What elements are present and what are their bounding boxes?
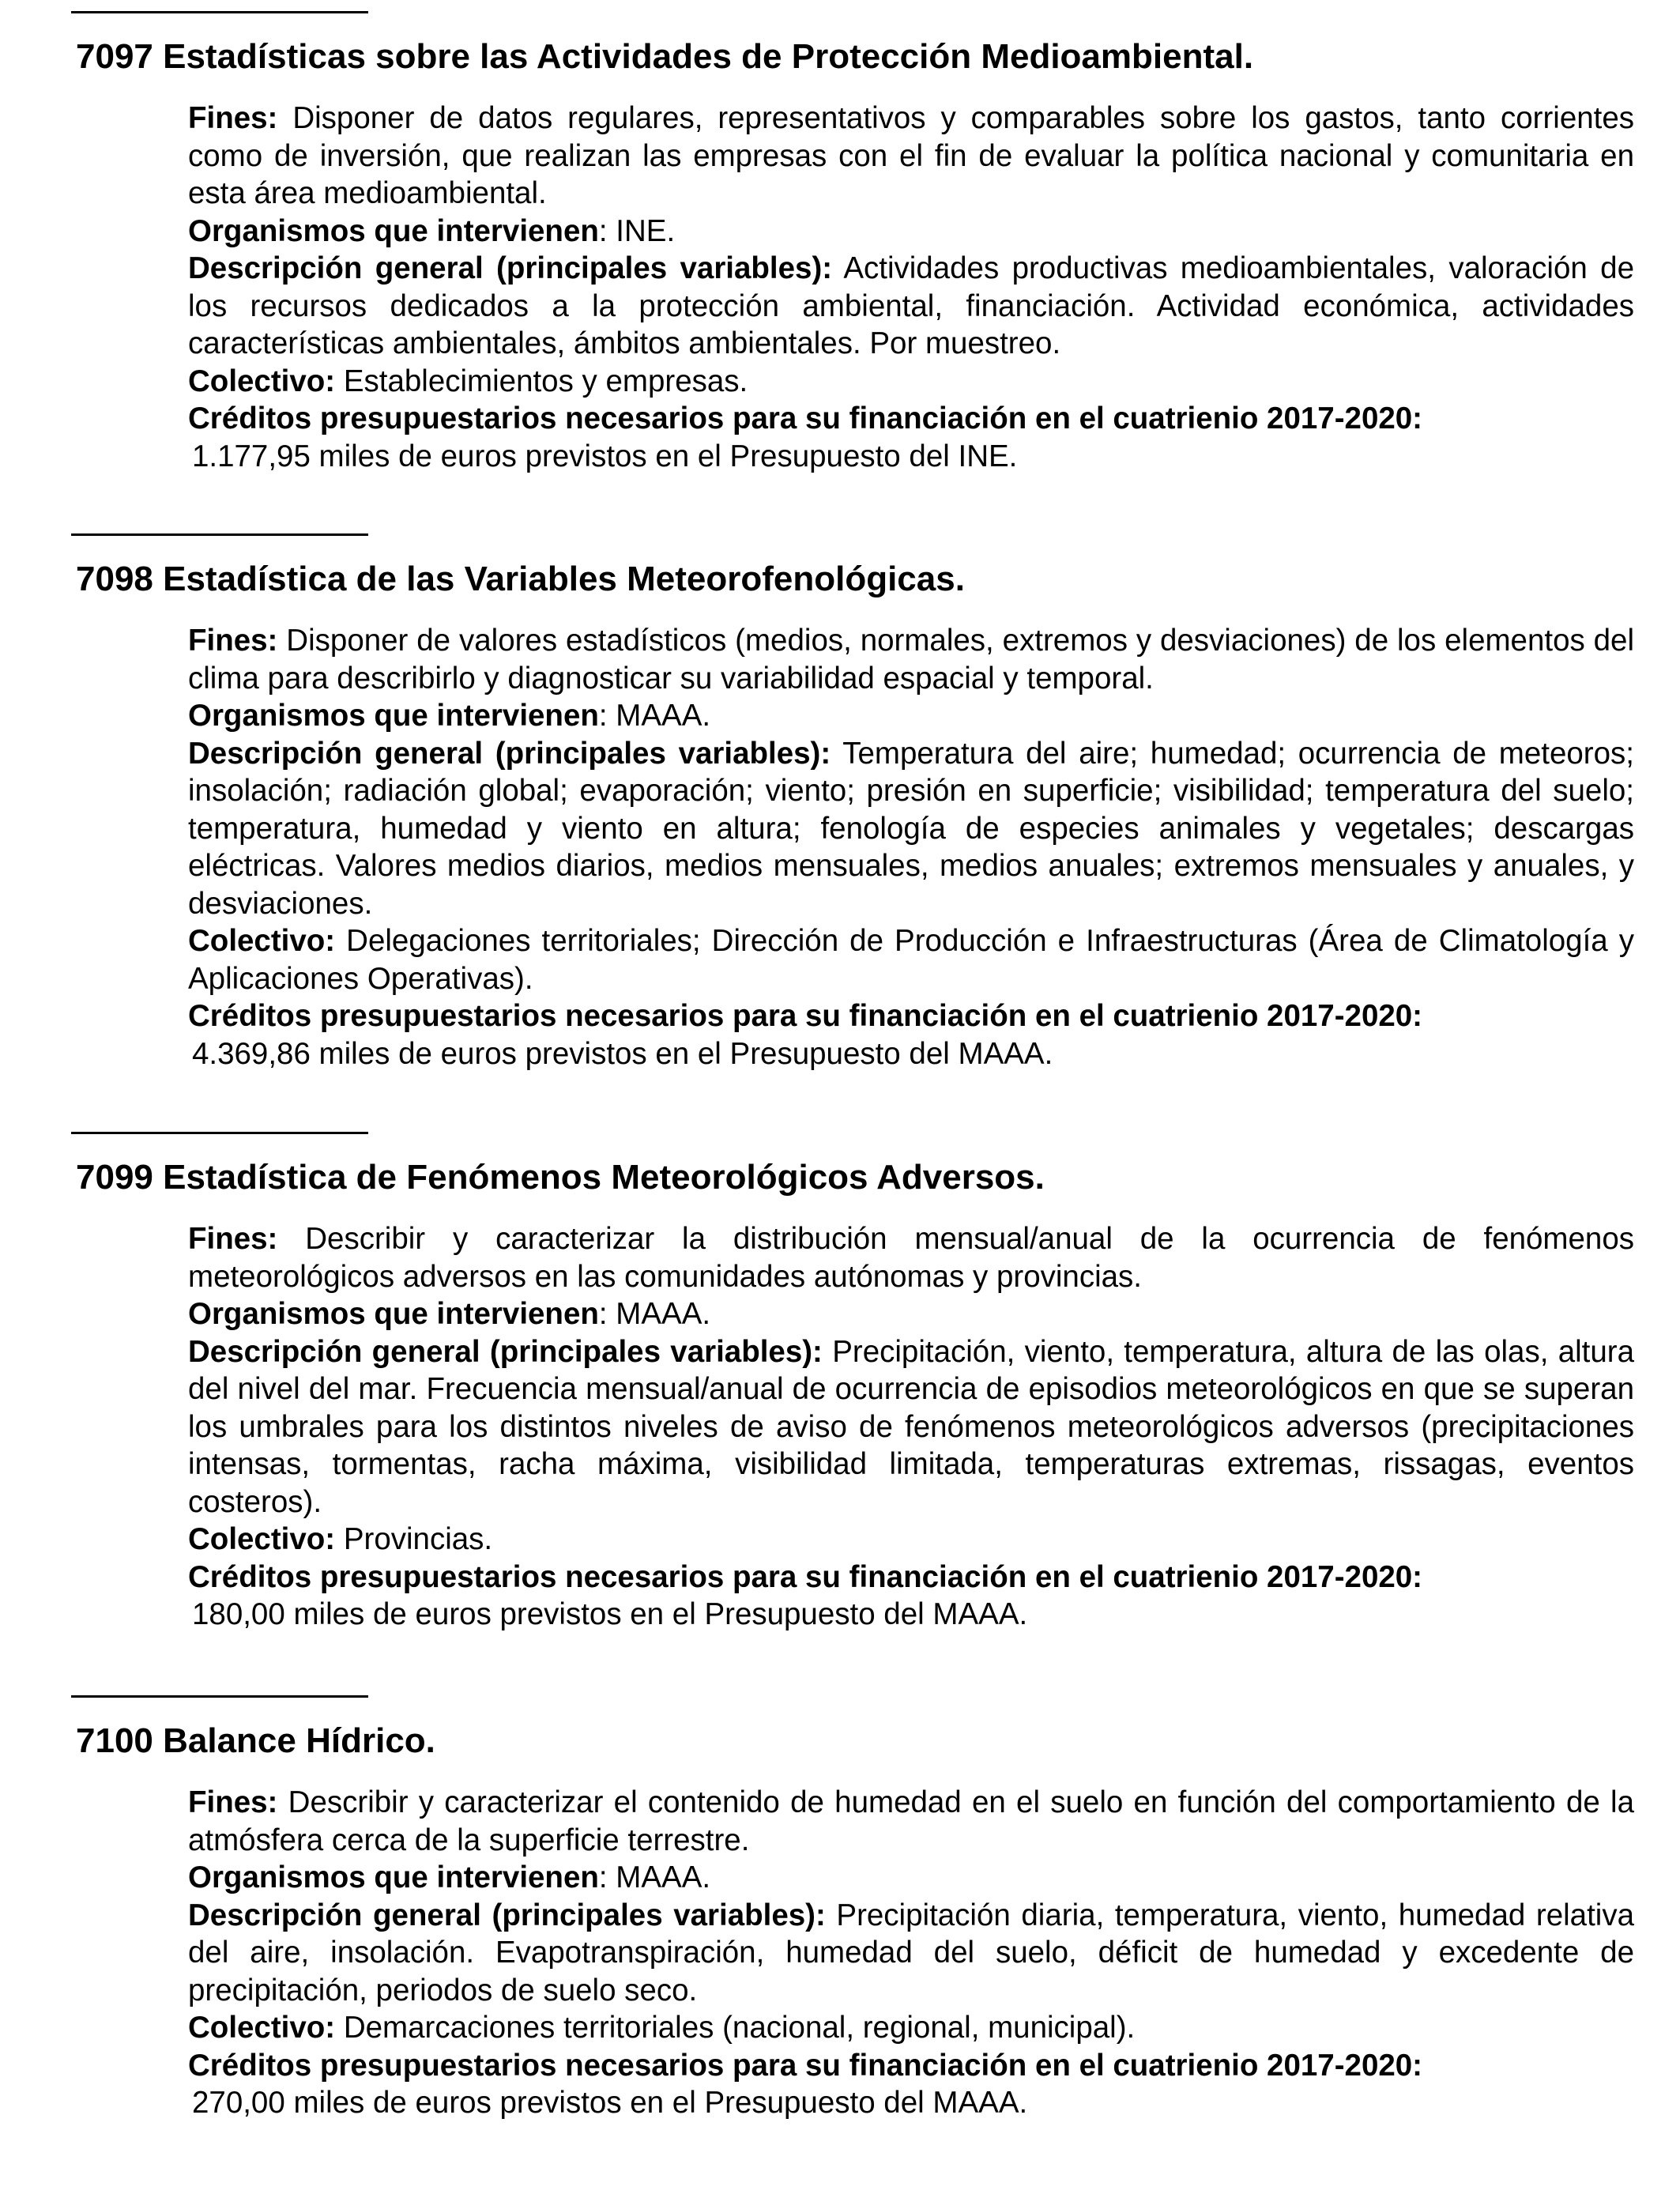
fines-text: Describir y caracterizar la distribución mensual/anual de la ocurrencia de fenómenos meteorológicos adversos en las comunidades autónomas y provincias. — [188, 1222, 1634, 1294]
statistic-details — [188, 1220, 1634, 1634]
colectivo-text: Delegaciones territoriales; Dirección de Producción e Infraestructuras (Área de Climatología y Aplicaciones Operativas). — [188, 924, 1634, 996]
descripcion-text: Temperatura del aire; humedad; ocurrencia de meteoros; insolación; radiación global; evaporación; viento; presión en superficie; visibilidad; temperatura del suelo; temperatura, humedad y viento en altura; fenología de especies animales y vegetales; descargas eléctricas. Valores medios diarios, medios mensuales, medios anuales; extremos mensuales y anuales, y desviaciones. — [188, 736, 1634, 921]
fines-text: Describir y caracterizar el contenido de humedad en el suelo en función del comportamiento de la atmósfera cerca de la superficie terrestre. — [188, 1785, 1634, 1857]
colectivo-paragraph — [188, 922, 1634, 997]
creditos-label: Créditos presupuestarios necesarios para su financiación en el cuatrienio 2017-2020: — [188, 2048, 1422, 2083]
organismos-label: Organismos que intervienen — [188, 1297, 599, 1331]
organismos-text: : MAAA. — [598, 1297, 711, 1331]
fines-paragraph — [188, 1784, 1634, 1859]
descripcion-text: Precipitación diaria, temperatura, viento, humedad relativa del aire, insolación. Evapotranspiración, humedad del suelo, déficit de humedad y excedente de precipitación, periodos de suelo seco. — [188, 1898, 1634, 2007]
colectivo-text: Provincias. — [343, 1522, 493, 1556]
descripcion-text: Actividades productivas medioambientales, valoración de los recursos dedicados a la protección ambiental, financiación. Actividad económica, actividades características ambientales, ámbitos ambientales. Por muestreo. — [188, 251, 1634, 360]
creditos-amount: 180,00 miles de euros previstos en el Presupuesto del MAAA. — [192, 1597, 1028, 1631]
colectivo-paragraph — [188, 1521, 1634, 1559]
descripcion-paragraph — [188, 735, 1634, 923]
creditos-paragraph — [188, 2047, 1634, 2085]
colectivo-text: Demarcaciones territoriales (nacional, regional, municipal). — [343, 2011, 1136, 2045]
fines-text: Disponer de valores estadísticos (medios, normales, extremos y desviaciones) de los elementos del clima para describirlo y diagnosticar su variabilidad espacial y temporal. — [188, 624, 1635, 696]
fines-text: Disponer de datos regulares, representativos y comparables sobre los gastos, tanto corrientes como de inversión, que realizan las empresas con el fin de evaluar la política nacional y comunitaria en esta área medioambiental. — [188, 101, 1634, 210]
statistic-details — [188, 1784, 1634, 2122]
statistic-details — [188, 622, 1634, 1072]
creditos-amount: 4.369,86 miles de euros previstos en el Presupuesto del MAAA. — [192, 1036, 1053, 1071]
organismos-paragraph — [188, 1859, 1634, 1897]
section-divider — [71, 533, 368, 536]
organismos-paragraph — [188, 1295, 1634, 1333]
creditos-paragraph — [188, 400, 1634, 438]
statistic-details — [188, 100, 1634, 475]
organismos-text: : MAAA. — [598, 1860, 711, 1894]
colectivo-label: Colectivo: — [188, 1522, 336, 1556]
statistic-title: 7100 Balance Hídrico. — [76, 1721, 435, 1760]
descripcion-label: Descripción general (principales variables): — [188, 736, 831, 771]
colectivo-label: Colectivo: — [188, 924, 336, 958]
descripcion-text: Precipitación, viento, temperatura, altura de las olas, altura del nivel del mar. Frecuencia mensual/anual de ocurrencia de episodios meteorológicos en que se superan los umbrales para los distintos niveles de aviso de fenómenos meteorológicos adversos (precipitaciones intensas, tormentas, racha máxima, visibilidad limitada, temperaturas extremas, rissagas, eventos costeros). — [188, 1334, 1635, 1519]
creditos-label: Créditos presupuestarios necesarios para su financiación en el cuatrienio 2017-2020: — [188, 1559, 1422, 1594]
creditos-paragraph — [188, 1559, 1634, 1596]
fines-paragraph — [188, 100, 1634, 213]
descripcion-paragraph — [188, 1333, 1634, 1521]
creditos-label: Créditos presupuestarios necesarios para su financiación en el cuatrienio 2017-2020: — [188, 999, 1422, 1033]
section-divider — [71, 1132, 368, 1134]
colectivo-label: Colectivo: — [188, 364, 336, 398]
fines-paragraph — [188, 622, 1634, 697]
section-divider — [71, 11, 368, 13]
fines-label: Fines: — [188, 101, 278, 135]
descripcion-label: Descripción general (principales variables): — [188, 1334, 823, 1369]
organismos-paragraph — [188, 213, 1634, 251]
section-divider — [71, 1695, 368, 1698]
creditos-label: Créditos presupuestarios necesarios para su financiación en el cuatrienio 2017-2020: — [188, 401, 1422, 435]
organismos-text: : INE. — [598, 213, 676, 248]
statistic-title: 7099 Estadística de Fenómenos Meteorológicos Adversos. — [76, 1158, 1045, 1197]
descripcion-paragraph — [188, 1897, 1634, 2010]
colectivo-paragraph — [188, 2009, 1634, 2047]
organismos-label: Organismos que intervienen — [188, 699, 599, 733]
colectivo-text: Establecimientos y empresas. — [343, 364, 748, 398]
fines-label: Fines: — [188, 1785, 278, 1819]
colectivo-paragraph — [188, 363, 1634, 401]
creditos-amount: 270,00 miles de euros previstos en el Presupuesto del MAAA. — [192, 2086, 1028, 2120]
colectivo-label: Colectivo: — [188, 2011, 336, 2045]
organismos-text: : MAAA. — [598, 699, 711, 733]
fines-label: Fines: — [188, 1222, 278, 1256]
descripcion-paragraph — [188, 250, 1634, 363]
fines-label: Fines: — [188, 624, 278, 658]
creditos-paragraph — [188, 997, 1634, 1035]
statistic-title: 7097 Estadísticas sobre las Actividades de Protección Medioambiental. — [76, 37, 1254, 76]
organismos-label: Organismos que intervienen — [188, 1860, 599, 1894]
organismos-label: Organismos que intervienen — [188, 213, 599, 248]
statistic-title: 7098 Estadística de las Variables Meteorofenológicas. — [76, 560, 965, 598]
fines-paragraph — [188, 1220, 1634, 1295]
descripcion-label: Descripción general (principales variables): — [188, 251, 833, 285]
descripcion-label: Descripción general (principales variables): — [188, 1898, 826, 1932]
creditos-amount: 1.177,95 miles de euros previstos en el Presupuesto del INE. — [192, 439, 1018, 473]
organismos-paragraph — [188, 697, 1634, 735]
